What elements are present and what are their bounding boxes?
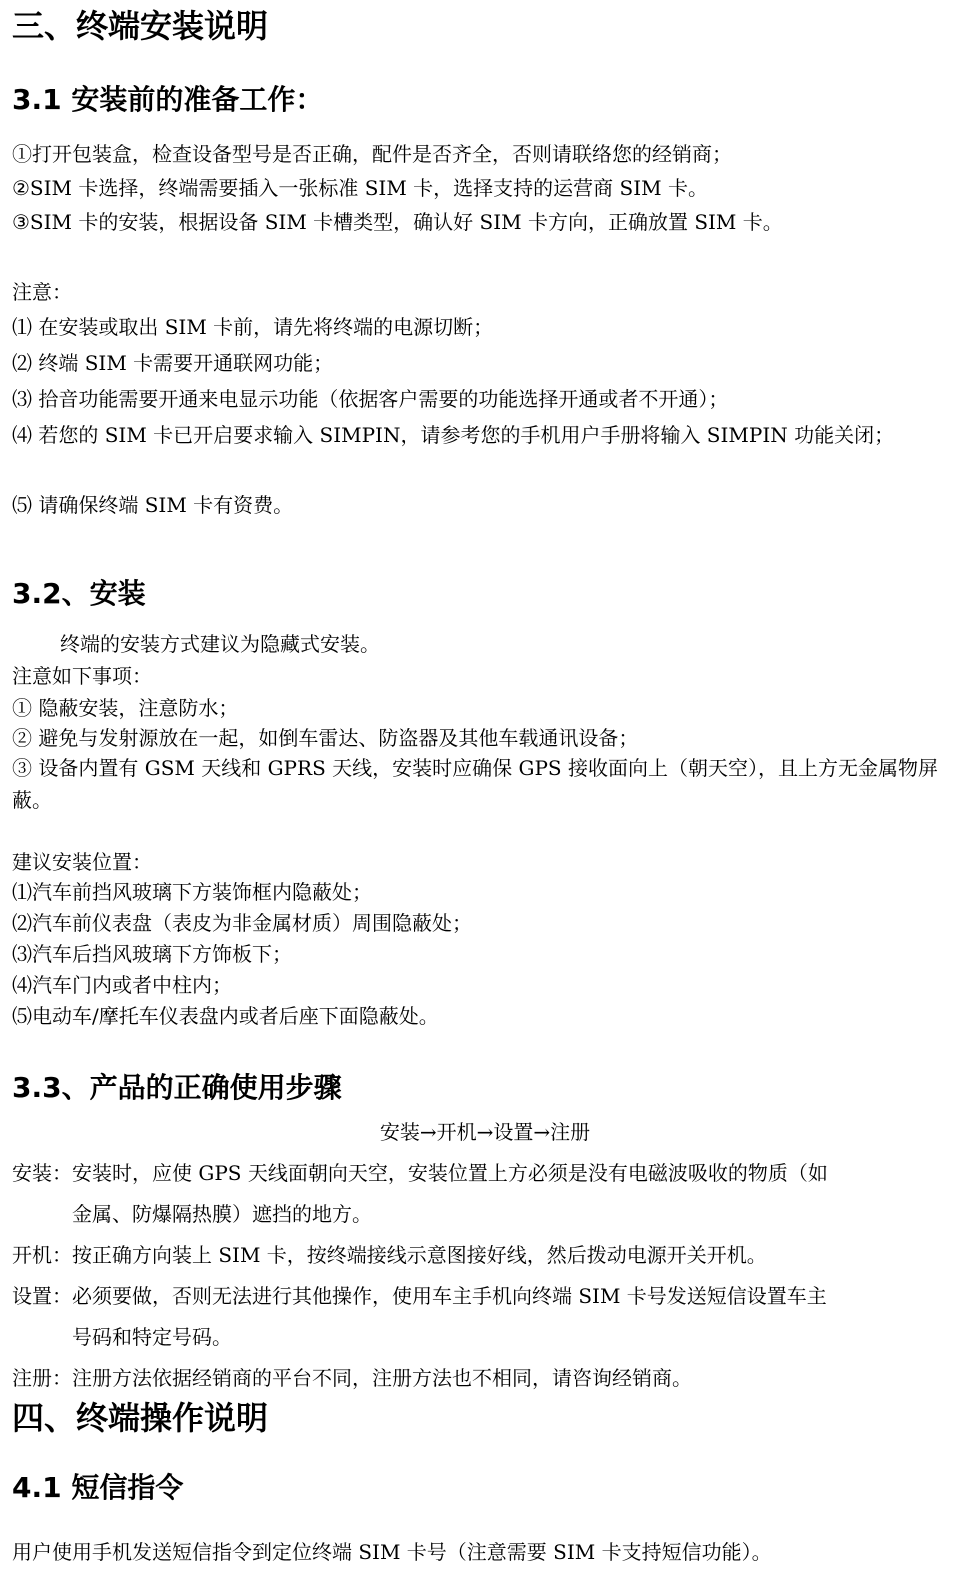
prep-note-2: ⑵ 终端 SIM 卡需要开通联网功能； xyxy=(12,351,334,375)
usage-setup: 设置：必须要做，否则无法进行其他操作，使用车主手机向终端 SIM 卡号发送短信设置车主 xyxy=(12,1284,827,1308)
install-note-1: ① 隐蔽安装，注意防水； xyxy=(12,696,239,720)
section-3-title: 三、终端安装说明 xyxy=(12,7,269,45)
install-location-5: ⑸电动车/摩托车仪表盘内或者后座下面隐蔽处。 xyxy=(12,1004,439,1028)
section-4-title: 四、终端操作说明 xyxy=(12,1399,269,1437)
section-3-3-title: 3.3、产品的正确使用步骤 xyxy=(12,1071,342,1104)
install-location-3: ⑶汽车后挡风玻璃下方饰板下； xyxy=(12,942,292,966)
prep-note-5: ⑸ 请确保终端 SIM 卡有资费。 xyxy=(12,493,294,517)
sms-command-text: 用户使用手机发送短信指令到定位终端 SIM 卡号（注意需要 SIM 卡支持短信功能）。 xyxy=(12,1540,772,1564)
prep-note-1: ⑴ 在安装或取出 SIM 卡前，请先将终端的电源切断； xyxy=(12,315,494,339)
prep-note-4: ⑷ 若您的 SIM 卡已开启要求输入 SIMPIN，请参考您的手机用户手册将输入 SIMPIN 功能关闭； xyxy=(12,423,895,447)
prep-step-2: ②SIM 卡选择，终端需要插入一张标准 SIM 卡，选择支持的运营商 SIM 卡。 xyxy=(12,176,708,200)
install-location-label: 建议安装位置： xyxy=(12,850,152,874)
usage-install: 安装：安装时，应使 GPS 天线面朝向天空，安装位置上方必须是没有电磁波吸收的物质（如 xyxy=(12,1161,828,1185)
install-location-2: ⑵汽车前仪表盘（表皮为非金属材质）周围隐蔽处； xyxy=(12,911,472,935)
install-location-4: ⑷汽车门内或者中柱内； xyxy=(12,973,232,997)
usage-setup-cont: 号码和特定号码。 xyxy=(72,1325,232,1349)
prep-note-label: 注意： xyxy=(12,280,72,304)
section-3-1-title: 3.1 安装前的准备工作： xyxy=(12,83,324,116)
install-note-2: ② 避免与发射源放在一起，如倒车雷达、防盗器及其他车载通讯设备； xyxy=(12,726,639,750)
usage-flow: 安装→开机→设置→注册 xyxy=(379,1120,591,1144)
usage-install-cont: 金属、防爆隔热膜）遮挡的地方。 xyxy=(72,1202,372,1226)
prep-note-3: ⑶ 拾音功能需要开通来电显示功能（依据客户需要的功能选择开通或者不开通）； xyxy=(12,387,729,411)
install-intro: 终端的安装方式建议为隐藏式安装。 xyxy=(60,632,380,656)
section-3-2-title: 3.2、安装 xyxy=(12,577,146,610)
usage-power-on: 开机：按正确方向装上 SIM 卡，按终端接线示意图接好线，然后拨动电源开关开机。 xyxy=(12,1243,767,1267)
install-note-3: ③ 设备内置有 GSM 天线和 GPRS 天线，安装时应确保 GPS 接收面向上（朝天空），且上方无金属物屏蔽。 xyxy=(12,756,938,812)
install-location-1: ⑴汽车前挡风玻璃下方装饰框内隐蔽处； xyxy=(12,880,372,904)
usage-register: 注册：注册方法依据经销商的平台不同，注册方法也不相同，请咨询经销商。 xyxy=(12,1366,692,1390)
prep-step-1: ①打开包装盒，检查设备型号是否正确，配件是否齐全，否则请联络您的经销商； xyxy=(12,142,732,166)
prep-step-3: ③SIM 卡的安装，根据设备 SIM 卡槽类型，确认好 SIM 卡方向，正确放置 SIM 卡。 xyxy=(12,210,783,234)
install-note-label: 注意如下事项： xyxy=(12,664,152,688)
section-4-1-title: 4.1 短信指令 xyxy=(12,1471,184,1504)
